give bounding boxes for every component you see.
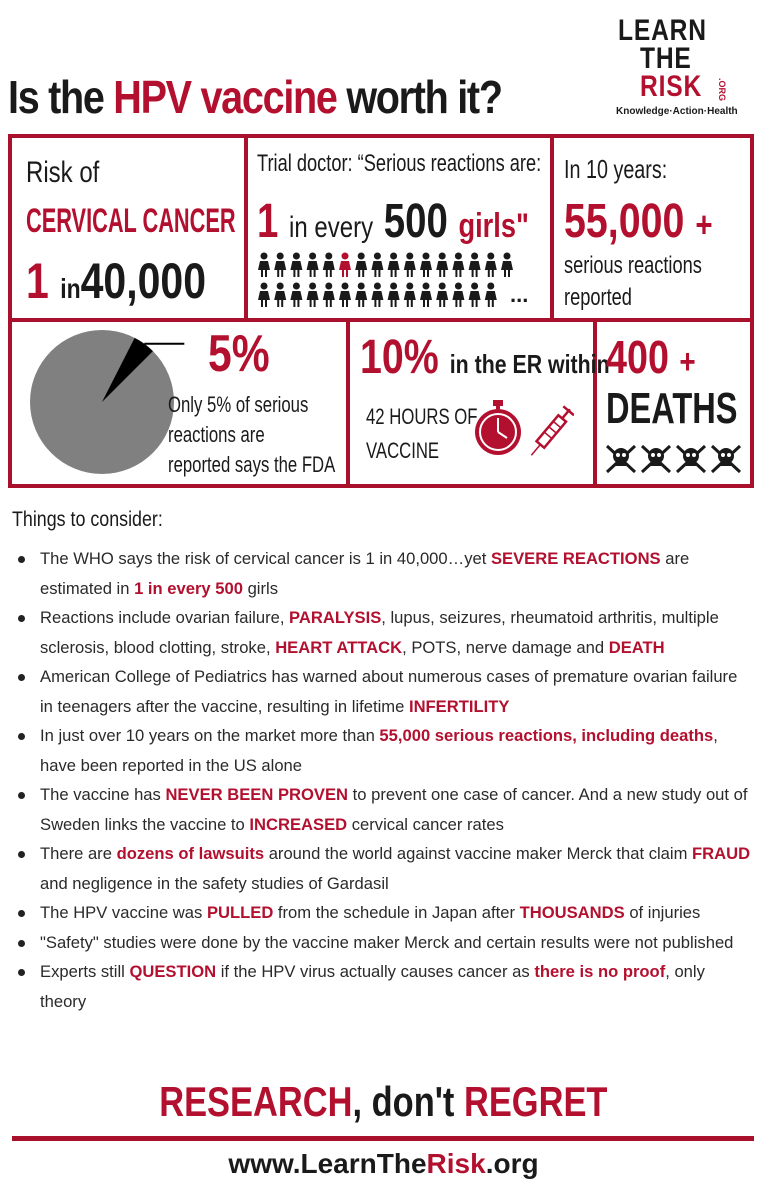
body-text: are estimated in <box>40 549 690 598</box>
girl-figure-icon <box>355 283 367 308</box>
consider-heading: Things to consider: <box>12 508 163 531</box>
years-line-2: reported <box>564 284 632 311</box>
girl-figure-icon <box>469 283 481 308</box>
title-prefix: Is the <box>8 71 114 123</box>
logo-tagline: Knowledge·Action·Health <box>616 106 738 117</box>
highlight-text: there is no proof <box>534 962 666 981</box>
girl-figure-icon <box>323 283 335 308</box>
risk-ratio <box>26 252 206 310</box>
consider-item <box>18 780 753 839</box>
body-text: In just over 10 years on the market more than <box>40 726 380 745</box>
girl-figure-icon <box>274 253 286 278</box>
body-text: , have been reported in the US alone <box>40 726 718 775</box>
body-text: , POTS, nerve damage and <box>402 637 609 657</box>
trial-in-every: in every <box>289 211 374 244</box>
logo-line-learn: LEARN <box>618 14 707 47</box>
slogan-research: RESEARCH <box>159 1078 353 1125</box>
er-line-2: VACCINE <box>366 438 440 463</box>
highlight-text: DEATH <box>608 637 665 657</box>
girl-figure-icon <box>258 253 270 278</box>
girl-figure-icon <box>388 253 400 278</box>
body-text: The HPV vaccine was <box>40 903 207 922</box>
girl-figure-icon <box>452 253 464 278</box>
logo-line-the: THE <box>640 42 692 75</box>
girl-figure-icon <box>307 283 319 308</box>
girl-figure-icon <box>420 253 432 278</box>
body-text: The WHO says the risk of cervical cancer is 1 in 40,000…yet <box>40 549 491 568</box>
consider-item <box>18 839 753 898</box>
page-title <box>8 70 502 124</box>
highlight-text: dozens of lawsuits <box>116 844 265 863</box>
girl-figure-icon <box>258 283 270 308</box>
girl-figure-icon <box>290 253 302 278</box>
girl-figure-icon <box>420 283 432 308</box>
slogan-dont: , don't <box>352 1078 465 1125</box>
highlight-text: INCREASED <box>249 814 348 834</box>
deaths-count: 400 <box>606 331 669 383</box>
girl-figure-icon <box>339 253 351 278</box>
body-text: of injuries <box>624 903 701 922</box>
skull-icon <box>677 446 705 472</box>
trial-num-500: 500 <box>383 195 448 248</box>
title-highlight: HPV vaccine <box>113 71 337 123</box>
highlight-text: FRAUD <box>692 844 751 863</box>
girl-figure-icon <box>404 283 416 308</box>
highlight-text: NEVER BEEN PROVEN <box>165 785 349 804</box>
er-suffix: in the ER within <box>449 349 610 379</box>
deaths-number <box>606 330 696 384</box>
trial-ellipsis: ... <box>510 282 529 307</box>
body-text: , only theory <box>40 962 705 1011</box>
body-text: , lupus, seizures, rheumatoid arthritis, multiple sclerosis, blood clotting, stroke, <box>40 608 719 657</box>
highlight-text: QUESTION <box>129 962 217 981</box>
trial-girls: girls" <box>458 207 529 245</box>
trial-quote: Trial doctor: “Serious reactions are: <box>257 150 542 177</box>
years-line-1: serious reactions <box>564 252 702 279</box>
consider-item <box>18 957 753 1016</box>
er-line-1: 42 HOURS OF <box>366 404 478 429</box>
syringe-icon <box>526 402 574 464</box>
skull-icon <box>642 446 670 472</box>
years-number <box>564 194 713 249</box>
fda-line-3: reported says the FDA <box>168 452 336 477</box>
fda-line-1: Only 5% of serious <box>168 392 309 417</box>
risk-label: Risk of <box>26 156 100 189</box>
body-text: American College of Pediatrics has warned about numerous cases of premature ovarian failure in teenagers after the vaccine, resulting in lifetime <box>40 667 738 716</box>
grid-divider <box>8 318 754 322</box>
girl-figure-icon <box>485 253 497 278</box>
body-text: girls <box>242 578 278 598</box>
slogan <box>0 1078 767 1126</box>
girl-figure-icon <box>290 283 302 308</box>
years-label: In 10 years: <box>564 154 668 184</box>
girl-figure-icon <box>469 253 481 278</box>
highlight-text: PARALYSIS <box>289 608 382 627</box>
girl-figure-icon <box>274 283 286 308</box>
body-text: and negligence in the safety studies of Gardasil <box>40 873 389 893</box>
logo-line-risk: RISK <box>640 70 703 103</box>
consider-item <box>18 928 753 958</box>
fda-percent: 5% <box>208 325 270 383</box>
girl-figure-icon <box>485 283 497 308</box>
girl-figure-icon <box>501 253 513 278</box>
highlight-text: 55,000 serious reactions, including deaths <box>379 726 714 745</box>
skull-crossbones-icon <box>604 442 746 476</box>
highlight-text: HEART ATTACK <box>275 637 403 657</box>
consider-item <box>18 662 753 721</box>
footer-url-highlight: Risk <box>426 1148 486 1179</box>
girl-figure-icon <box>323 253 335 278</box>
body-text: from the schedule in Japan after <box>273 903 520 922</box>
slogan-regret: REGRET <box>464 1078 608 1125</box>
footer-url <box>0 1148 767 1180</box>
risk-condition: CERVICAL CANCER <box>26 202 236 240</box>
stopwatch-icon <box>472 398 524 458</box>
body-text: The vaccine has <box>40 785 166 804</box>
consider-item <box>18 898 753 928</box>
highlight-text: 1 in every 500 <box>134 578 243 598</box>
highlight-text: THOUSANDS <box>519 903 625 922</box>
girl-figure-icon <box>436 283 448 308</box>
consider-item <box>18 721 753 780</box>
skull-icon <box>607 446 635 472</box>
body-text: to prevent one case of cancer. And a new study out of Sweden links the vaccine to <box>40 785 748 834</box>
highlight-text: INFERTILITY <box>408 696 510 716</box>
girl-figures-icon <box>258 250 548 312</box>
girl-figure-icon <box>355 253 367 278</box>
er-percent: 10% <box>360 331 439 384</box>
girl-figure-icon <box>307 253 319 278</box>
body-text: around the world against vaccine maker Merck that claim <box>264 844 693 863</box>
consider-item <box>18 544 753 603</box>
learntherisk-logo <box>612 14 762 124</box>
title-suffix: worth it? <box>336 71 502 123</box>
trial-ratio <box>257 194 529 249</box>
trial-num-one: 1 <box>257 195 279 248</box>
body-text: Experts still <box>40 962 130 981</box>
body-text: if the HPV virus actually causes cancer as <box>216 962 535 981</box>
deaths-label: DEATHS <box>606 384 738 433</box>
girl-figure-icon <box>388 283 400 308</box>
girl-figure-icon <box>404 253 416 278</box>
highlight-text: PULLED <box>206 903 274 922</box>
footer-divider <box>12 1136 754 1141</box>
deaths-plus: + <box>679 343 696 381</box>
fda-line-2: reactions are <box>168 422 265 447</box>
risk-num-one: 1 <box>26 253 49 309</box>
grid-divider <box>550 134 554 322</box>
footer-url-suffix: .org <box>485 1148 539 1179</box>
body-text: "Safety" studies were done by the vaccine maker Merck and certain results were not published <box>40 932 734 952</box>
consider-item <box>18 603 753 662</box>
body-text: There are <box>40 844 117 863</box>
girl-figure-icon <box>371 253 383 278</box>
girl-figure-icon <box>371 283 383 308</box>
grid-divider <box>244 134 248 322</box>
consider-list <box>18 544 753 1016</box>
years-plus: + <box>695 204 713 245</box>
girl-figure-icon <box>452 283 464 308</box>
footer-url-prefix: www.LearnThe <box>228 1148 427 1179</box>
skull-icon <box>712 446 740 472</box>
years-count: 55,000 <box>564 195 685 248</box>
risk-in: in <box>60 273 81 304</box>
logo-org: .ORG <box>717 78 727 102</box>
body-text: cervical cancer rates <box>347 814 504 834</box>
body-text: Reactions include ovarian failure, <box>40 608 290 627</box>
risk-num-denominator: 40,000 <box>80 253 207 309</box>
highlight-text: SEVERE REACTIONS <box>490 549 661 568</box>
er-headline <box>360 330 610 385</box>
girl-figure-icon <box>339 283 351 308</box>
girl-figure-icon <box>436 253 448 278</box>
grid-divider <box>346 318 350 488</box>
